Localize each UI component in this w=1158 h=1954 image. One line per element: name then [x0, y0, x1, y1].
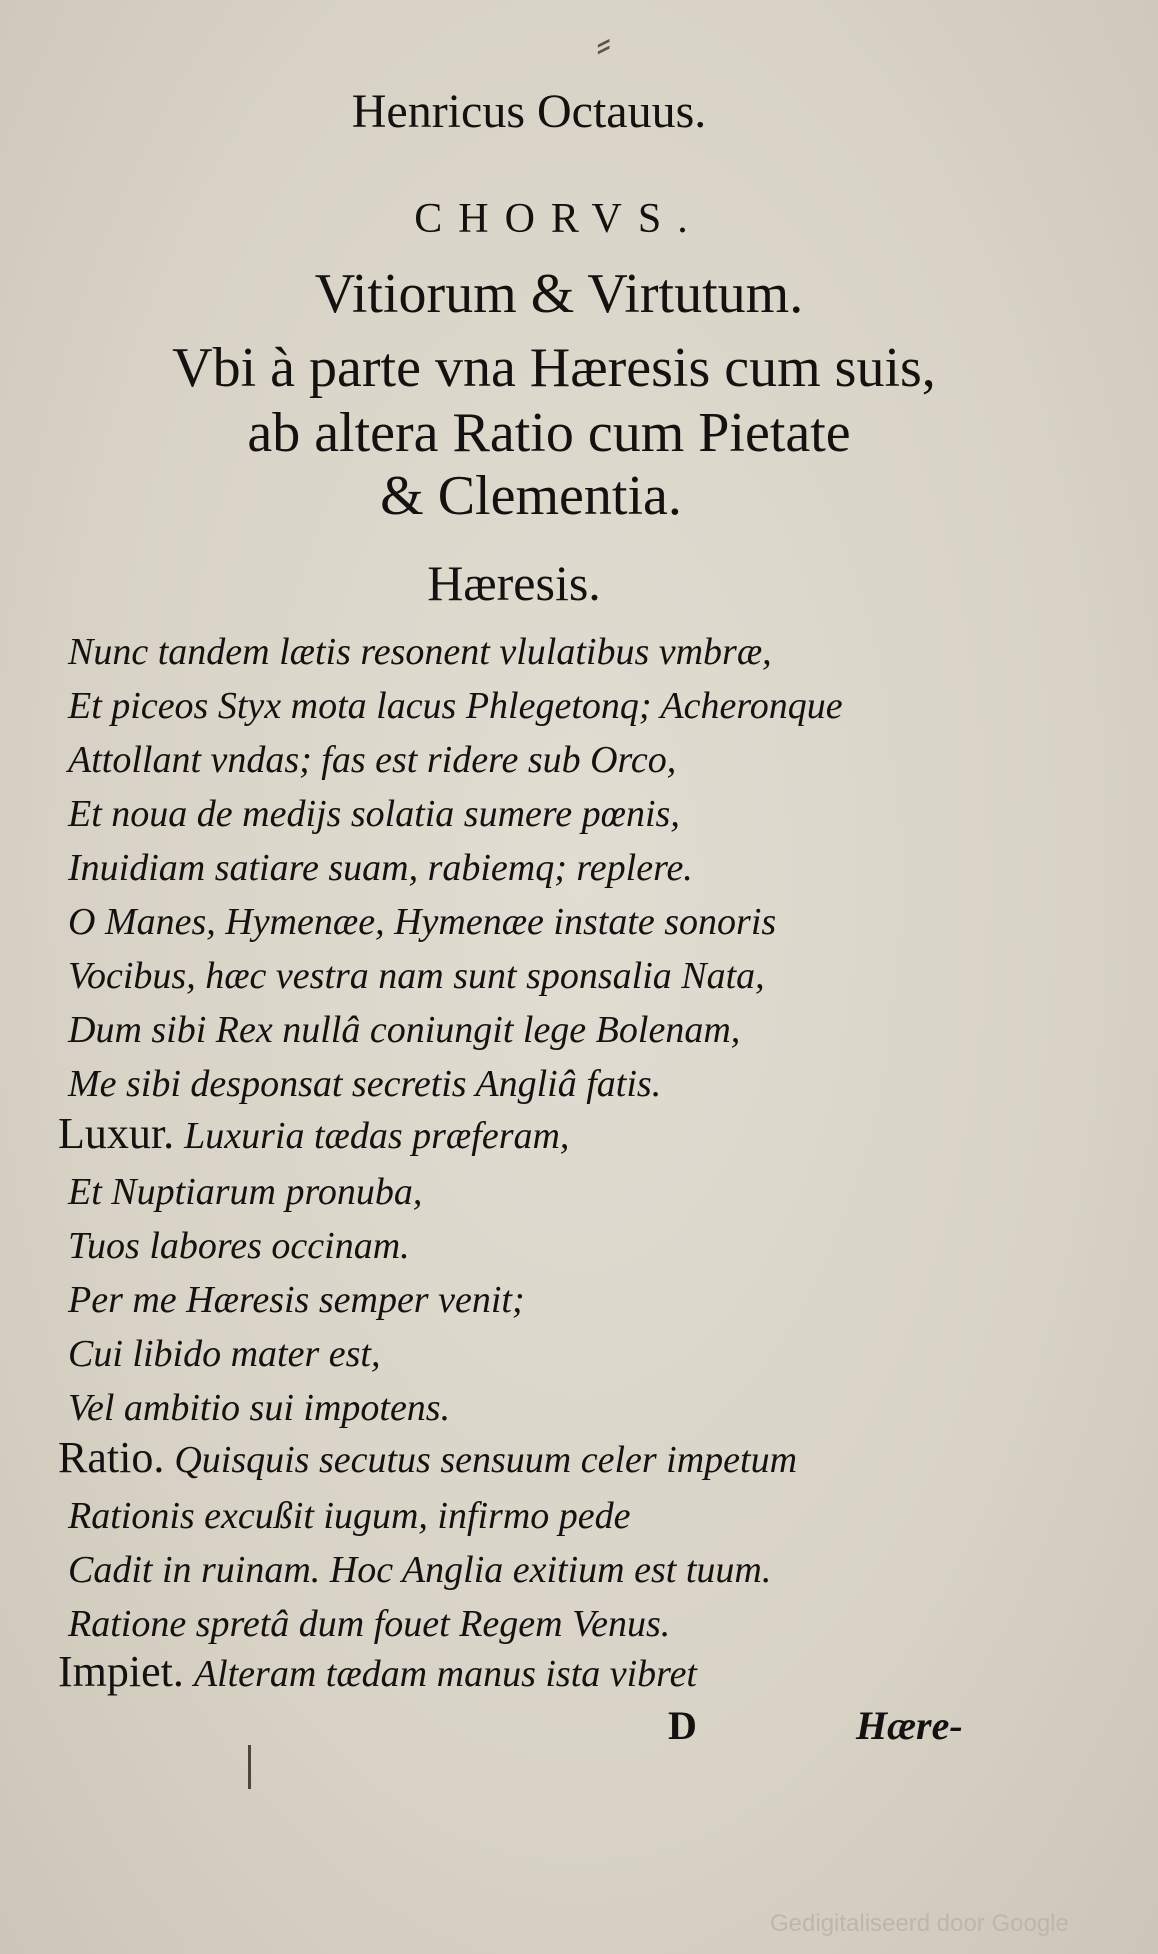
verse-text: Attollant vndas; fas est ridere sub Orco, — [68, 739, 677, 781]
verse-text: Alteram tædam manus ista vibret — [193, 1653, 697, 1695]
running-title: Henricus Octauus. — [351, 85, 707, 138]
verse-line — [58, 1109, 570, 1158]
verse-line — [58, 1006, 740, 1050]
digitization-watermark: Gedigitaliseerd door Google — [770, 1910, 1069, 1937]
verse-line — [58, 1384, 450, 1428]
subtitle-line-2: Vbi à parte vna Hæresis cum suis, — [172, 337, 936, 399]
speaker-label: Luxur. — [58, 1109, 175, 1158]
ink-mark — [248, 1745, 251, 1789]
verse-text: Rationis excußit iugum, infirmo pede — [68, 1495, 631, 1537]
verse-line — [58, 1222, 410, 1266]
verse-text: Per me Hæresis semper venit; — [68, 1279, 525, 1321]
verse-line — [58, 736, 676, 780]
verse-text: Et Nuptiarum pronuba, — [68, 1171, 423, 1213]
verse-text: Cui libido mater est, — [68, 1333, 381, 1375]
subtitle-line-3: ab altera Ratio cum Pietate — [247, 402, 851, 464]
page-fold-mark: ⸗ — [596, 17, 612, 68]
verse-text: Et piceos Styx mota lacus Phlegetonq; Acheronque — [68, 685, 843, 727]
subtitle-line-4: & Clementia. — [380, 465, 682, 527]
verse-line — [58, 628, 772, 672]
verse-text: Luxuria tædas præferam, — [184, 1115, 570, 1157]
verse-text: Nunc tandem lætis resonent vlulatibus vmbræ, — [68, 631, 772, 673]
verse-line — [58, 898, 776, 942]
verse-line — [58, 1433, 798, 1482]
verse-line — [58, 1168, 422, 1212]
verse-line — [58, 790, 680, 834]
chorus-heading: CHORVS. — [414, 196, 704, 242]
verse-text: Tuos labores occinam. — [68, 1225, 410, 1267]
verse-line — [58, 844, 693, 888]
verse-text: Vocibus, hæc vestra nam sunt sponsalia Nata, — [68, 955, 765, 997]
verse-text: Vel ambitio sui impotens. — [68, 1387, 451, 1429]
verse-line — [58, 952, 765, 996]
verse-line — [58, 682, 843, 726]
verse-text: Et noua de medijs solatia sumere pœnis, — [68, 793, 680, 835]
verse-text: O Manes, Hymenæe, Hymenæe instate sonoris — [68, 901, 777, 943]
subtitle-line-1: Vitiorum & Virtutum. — [314, 263, 804, 325]
verse-line — [58, 1647, 697, 1696]
verse-line — [58, 1276, 525, 1320]
verse-line — [58, 1600, 670, 1644]
verse-text: Dum sibi Rex nullâ coniungit lege Bolenam, — [68, 1009, 741, 1051]
verse-line — [58, 1546, 771, 1590]
speaker-label: Impiet. — [58, 1647, 184, 1696]
speaker-label: Ratio. — [58, 1433, 165, 1482]
verse-text: Quisquis secutus sensuum celer impetum — [174, 1439, 798, 1481]
catchword: Hære- — [856, 1703, 963, 1748]
verse-line — [58, 1492, 631, 1536]
speaker-heading: Hæresis. — [427, 555, 601, 611]
verse-text: Me sibi desponsat secretis Angliâ fatis. — [68, 1063, 662, 1105]
verse-text: Inuidiam satiare suam, rabiemq; replere. — [68, 847, 693, 889]
verse-text: Ratione spretâ dum fouet Regem Venus. — [68, 1603, 671, 1645]
verse-text: Cadit in ruinam. Hoc Anglia exitium est tuum. — [68, 1549, 772, 1591]
verse-line — [58, 1060, 661, 1104]
signature-mark: D — [668, 1703, 697, 1748]
verse-line — [58, 1330, 380, 1374]
